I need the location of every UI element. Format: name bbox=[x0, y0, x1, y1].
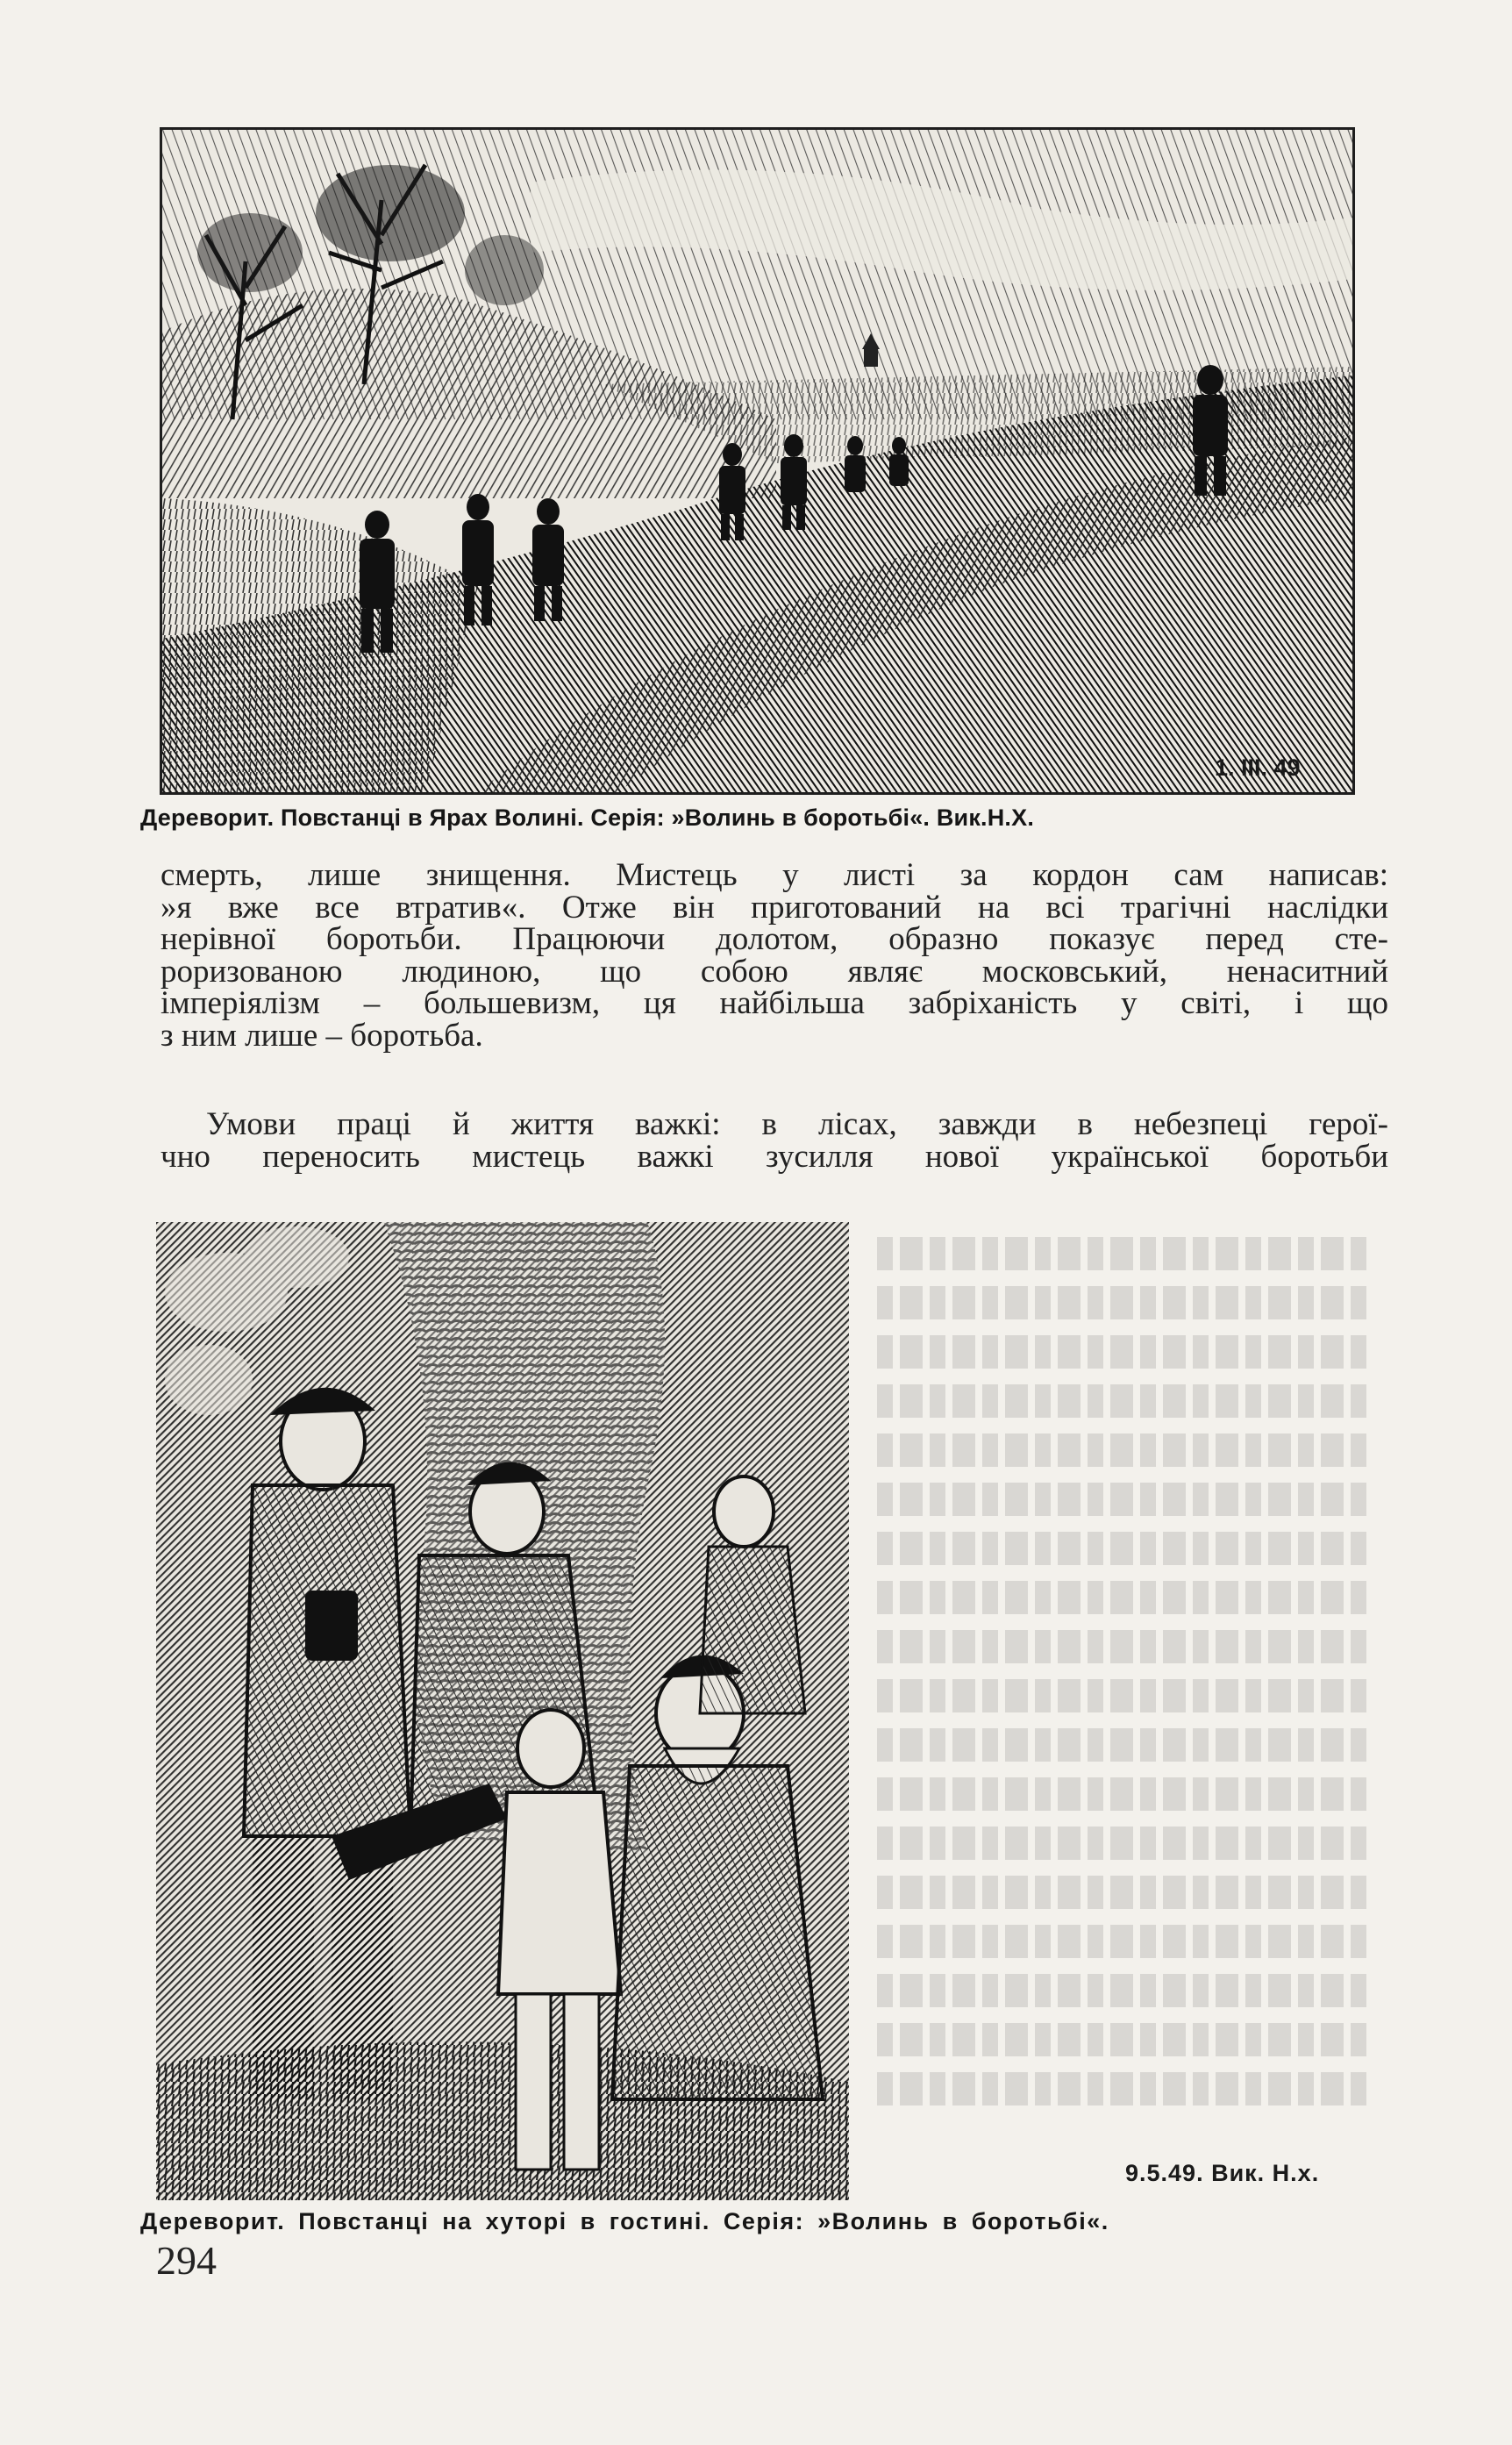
text-line: нерівної боротьби. Працюючи долотом, образно показує перед сте- bbox=[160, 921, 1388, 957]
figure-2-date: 9.5.49. Вик. Н.х. bbox=[1125, 2160, 1320, 2186]
paragraph-2 bbox=[160, 1106, 1388, 1175]
text-line: Умови праці й життя важкі: в лісах, завжди в небезпеці герої- bbox=[206, 1106, 1388, 1142]
paragraph-1 bbox=[160, 857, 1388, 1054]
text-line: чно переносить мистець важкі зусилля нової української боротьби bbox=[160, 1138, 1388, 1175]
text-line: з ним лише – боротьба. bbox=[160, 1017, 483, 1054]
woodcut-illustration-ravines bbox=[160, 127, 1355, 795]
woodcut-illustration-farmstead bbox=[156, 1222, 849, 2200]
page-number: 294 bbox=[156, 2238, 217, 2283]
text-line: роризованою людиною, що собою являє московський, ненаситний bbox=[160, 953, 1388, 990]
bleed-through-text bbox=[877, 1237, 1368, 2121]
figure-1-caption: Дереворит. Повстанці в Ярах Волині. Серія: »Волинь в боротьбі«. Вик.Н.Х. bbox=[140, 804, 1035, 831]
figure-1-date: 1. III. 49 bbox=[1215, 754, 1301, 781]
text-line: смерть, лише знищення. Мистець у листі за кордон сам написав: bbox=[160, 857, 1388, 893]
text-line: імперіялізм – большевизм, ця найбільша забріханість у світі, і що bbox=[160, 985, 1388, 1021]
text-line: »я вже все втратив«. Отже він приготований на всі трагічні наслідки bbox=[160, 889, 1388, 926]
figure-2-caption: Дереворит. Повстанці на хуторі в гостині. Серія: »Волинь в боротьбі«. bbox=[140, 2208, 1109, 2234]
